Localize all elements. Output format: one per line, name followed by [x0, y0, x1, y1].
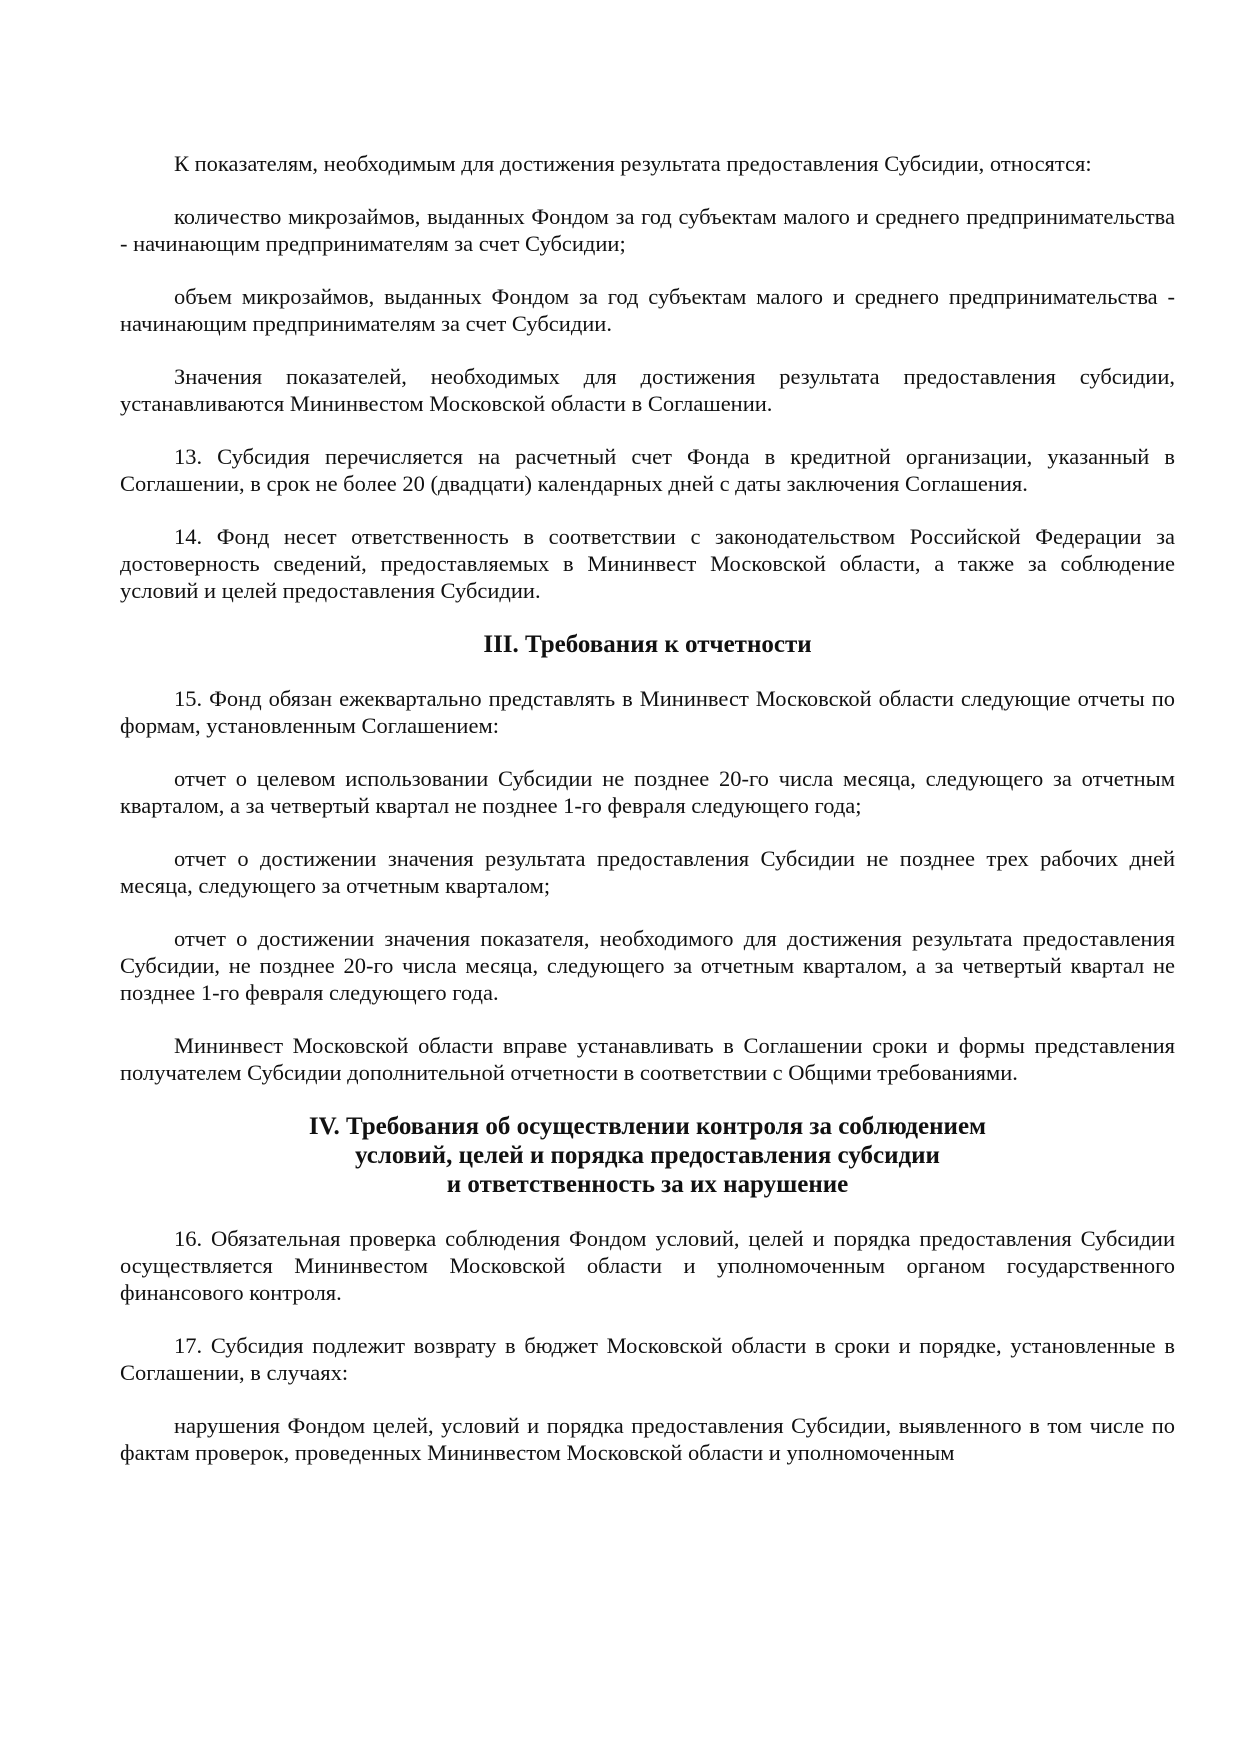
- paragraph-additional-reporting: Мининвест Московской области вправе устанавливать в Соглашении сроки и формы представления получателем Субсидии дополнительной отчетности в соответствии с Общими требованиями.: [120, 1033, 1175, 1085]
- section-4-heading: [120, 1112, 1175, 1199]
- paragraph-report-indicator: отчет о достижении значения показателя, необходимого для достижения результата предоставления Субсидии, не позднее 20-го числа месяца, следующего за отчетным кварталом, а за четвертый квартал не позднее 1-го февраля следующего года.: [120, 926, 1175, 1005]
- section-4-heading-line-3: и ответственность за их нарушение: [446, 1171, 849, 1198]
- paragraph-microloan-volume: объем микрозаймов, выданных Фондом за год субъектам малого и среднего предпринимательства - начинающим предпринимателям за счет Субсидии.: [120, 284, 1175, 336]
- paragraph-indicator-values: Значения показателей, необходимых для достижения результата предоставления субсидии, устанавливаются Мининвестом Московской области в Соглашении.: [120, 364, 1175, 416]
- paragraph-violation: нарушения Фондом целей, условий и порядка предоставления Субсидии, выявленного в том числе по фактам проверок, проведенных Мининвестом Московской области и уполномоченным: [120, 1413, 1175, 1465]
- section-4-heading-line-2: условий, целей и порядка предоставления субсидии: [355, 1142, 940, 1169]
- paragraph-microloan-count: количество микрозаймов, выданных Фондом за год субъектам малого и среднего предпринимательства - начинающим предпринимателям за счет Субсидии;: [120, 204, 1175, 256]
- document-page: [120, 150, 1175, 1492]
- paragraph-indicators-intro: К показателям, необходимым для достижения результата предоставления Субсидии, относятся:: [174, 151, 1092, 176]
- paragraph-report-result: отчет о достижении значения результата предоставления Субсидии не позднее трех рабочих дней месяца, следующего за отчетным кварталом;: [120, 846, 1175, 898]
- section-4-heading-line-1: IV. Требования об осуществлении контроля за соблюдением: [308, 1113, 987, 1140]
- paragraph-13: 13. Субсидия перечисляется на расчетный счет Фонда в кредитной организации, указанный в Соглашении, в срок не более 20 (двадцати) календарных дней с даты заключения Соглашения.: [120, 444, 1175, 496]
- paragraph-report-targeted-use: отчет о целевом использовании Субсидии не позднее 20-го числа месяца, следующего за отчетным кварталом, а за четвертый квартал не позднее 1-го февраля следующего года;: [120, 766, 1175, 818]
- section-3-heading: III. Требования к отчетности: [483, 631, 812, 658]
- paragraph-17: 17. Субсидия подлежит возврату в бюджет Московской области в сроки и порядке, установленные в Соглашении, в случаях:: [120, 1333, 1175, 1385]
- paragraph-15: 15. Фонд обязан ежеквартально представлять в Мининвест Московской области следующие отчеты по формам, установленным Соглашением:: [120, 686, 1175, 738]
- paragraph-16: 16. Обязательная проверка соблюдения Фондом условий, целей и порядка предоставления Субсидии осуществляется Мининвестом Московской области и уполномоченным органом государственного финансового контроля.: [120, 1226, 1175, 1305]
- paragraph-14: 14. Фонд несет ответственность в соответствии с законодательством Российской Федерации за достоверность сведений, предоставляемых в Мининвест Московской области, а также за соблюдение условий и целей предоставления Субсидии.: [120, 524, 1175, 603]
